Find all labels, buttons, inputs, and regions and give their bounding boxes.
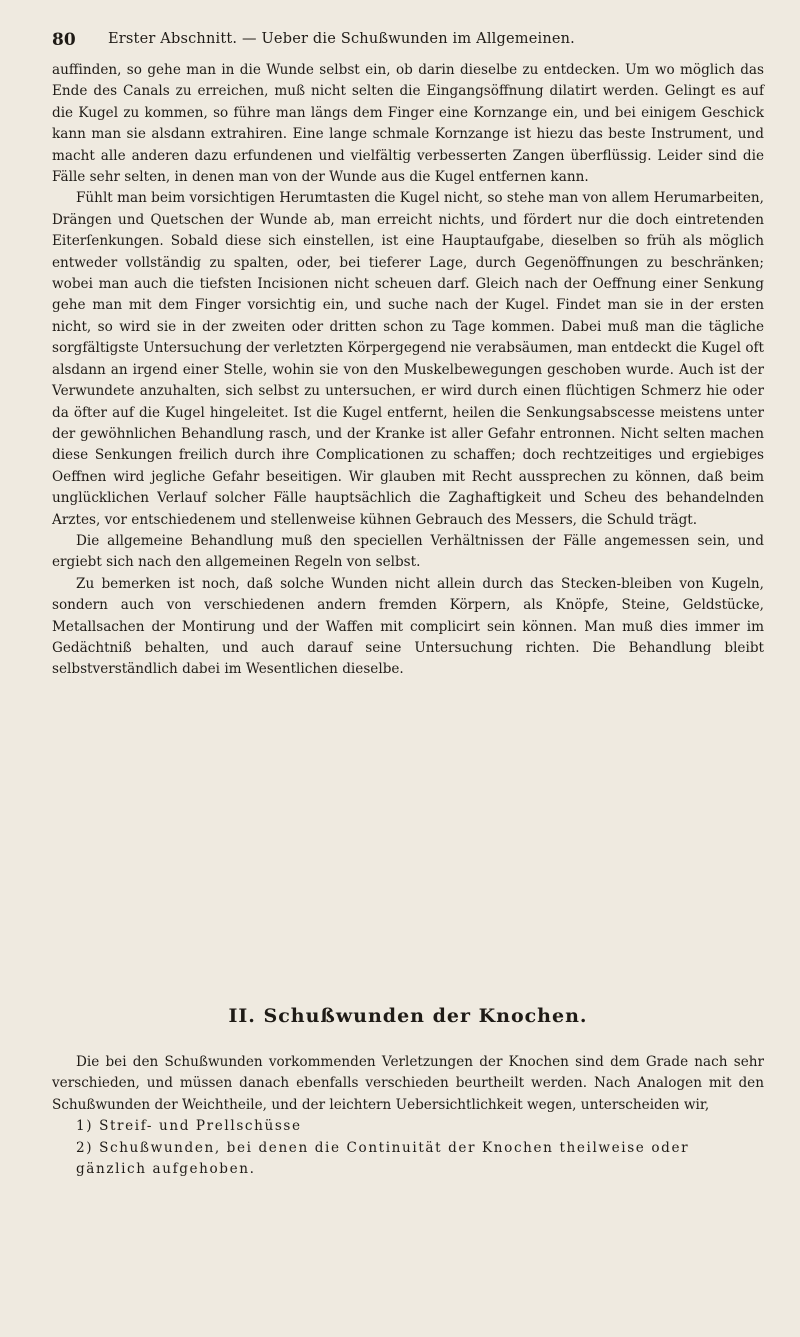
paragraph: Fühlt man beim vorsichtigen Herumtasten die Kugel nicht, so stehe man von allem Herumarbeiten, Drängen und Quetschen der Wunde ab, man erreicht nichts, und fördert nur die doch eintretenden Eiterſenkungen. Sobald diese sich einstellen, ist eine Hauptaufgabe, dieselben so früh als möglich entweder vollständig zu spalten, oder, bei tieferer Lage, durch Gegenöffnungen zu beschränken; wobei man auch die tiefsten Incisionen nicht scheuen darf. Gleich nach der Oeffnung einer Senkung gehe man mit dem Finger vorsichtig ein, und suche nach der Kugel. Findet man sie in der ersten nicht, so wird sie in der zweiten oder dritten schon zu Tage kommen. Dabei muß man die tägliche sorgfältigste Untersuchung der verletzten Körpergegend nie verabsäumen, man entdeckt die Kugel oft alsdann an irgend einer Stelle, wohin sie von den Muskelbewegungen geschoben wurde. Auch ist der Verwundete anzuhalten, sich selbst zu untersuchen, er wird durch einen flüchtigen Schmerz hie oder da öfter auf die Kugel hingeleitet. Ist die Kugel entfernt, heilen die Senkungsabscesse meistens unter der gewöhnlichen Behandlung rasch, und der Kranke ist aller Gefahr entronnen. Nicht selten machen diese Senkungen freilich durch ihre Complicationen zu schaffen; doch rechtzeitiges und ergiebiges Oeffnen wird jegliche Gefahr beseitigen. Wir glauben mit Recht aussprechen zu können, daß beim unglücklichen Verlauf solcher Fälle hauptsächlich die Zaghaftigkeit und Scheu des behandelnden Arztes, vor entschiedenem und stellenweise kühnen Gebrauch des Messers, die Schuld trägt. [52,190,764,528]
page-header [52,30,764,54]
section-body [52,1052,764,1180]
paragraph: Zu bemerken ist noch, daß solche Wunden nicht allein durch das Stecken-bleiben von Kugeln, sondern auch von verschiedenen andern fremden Körpern, als Knöpfe, Steine, Geldstücke, Metallsachen der Montirung und der Waffen mit complicirt sein können. Man muß dies immer im Gedächtniß behalten, und auch darauf seine Untersuchung richten. Die Behandlung bleibt selbstverständlich dabei im Wesentlichen dieselbe. [52,575,764,678]
paragraph: auffinden, so gehe man in die Wunde selbst ein, ob darin dieselbe zu entdecken. Um wo möglich das Ende des Canals zu erreichen, muß nicht selten die Eingangsöffnung dilatirt werden. Gelingt es auf die Kugel zu kommen, so führe man längs dem Finger eine Kornzange ein, und bei einigem Geschick kann man sie alsdann extrahiren. Eine lange schmale Kornzange ist hiezu das beste Instrument, und macht alle anderen dazu erfundenen und vielfältig verbesserten Zangen überflüssig. Leider sind die Fälle sehr selten, in denen man von der Wunde aus die Kugel entfernen kann. [52,62,764,186]
section-intro: Die bei den Schußwunden vorkommenden Verletzungen der Knochen sind dem Grade nach sehr verschieden, und müssen danach ebenfalls verschieden beurtheilt werden. Nach Analogen mit den Schußwunden der Weichtheile, und der leichtern Uebersichtlichkeit wegen, unterscheiden wir, [52,1054,764,1113]
body-text [52,60,764,681]
list-item: 1) Streif- und Prellschüsse [76,1118,302,1135]
running-head: Erster Abschnitt. — Ueber die Schußwunden im Allgemeinen. [108,31,575,47]
list-item: 2) Schußwunden, bei denen die Continuität der Knochen theilweise oder gänzlich aufgehoben. [76,1139,690,1178]
section-heading: II. Schußwunden der Knochen. [228,1005,588,1027]
paragraph: Die allgemeine Behandlung muß den speciellen Verhältnissen der Fälle angemessen sein, und ergiebt sich nach den allgemeinen Regeln von selbst. [52,532,764,571]
book-page [52,0,764,1337]
page-number: 80 [52,30,76,50]
